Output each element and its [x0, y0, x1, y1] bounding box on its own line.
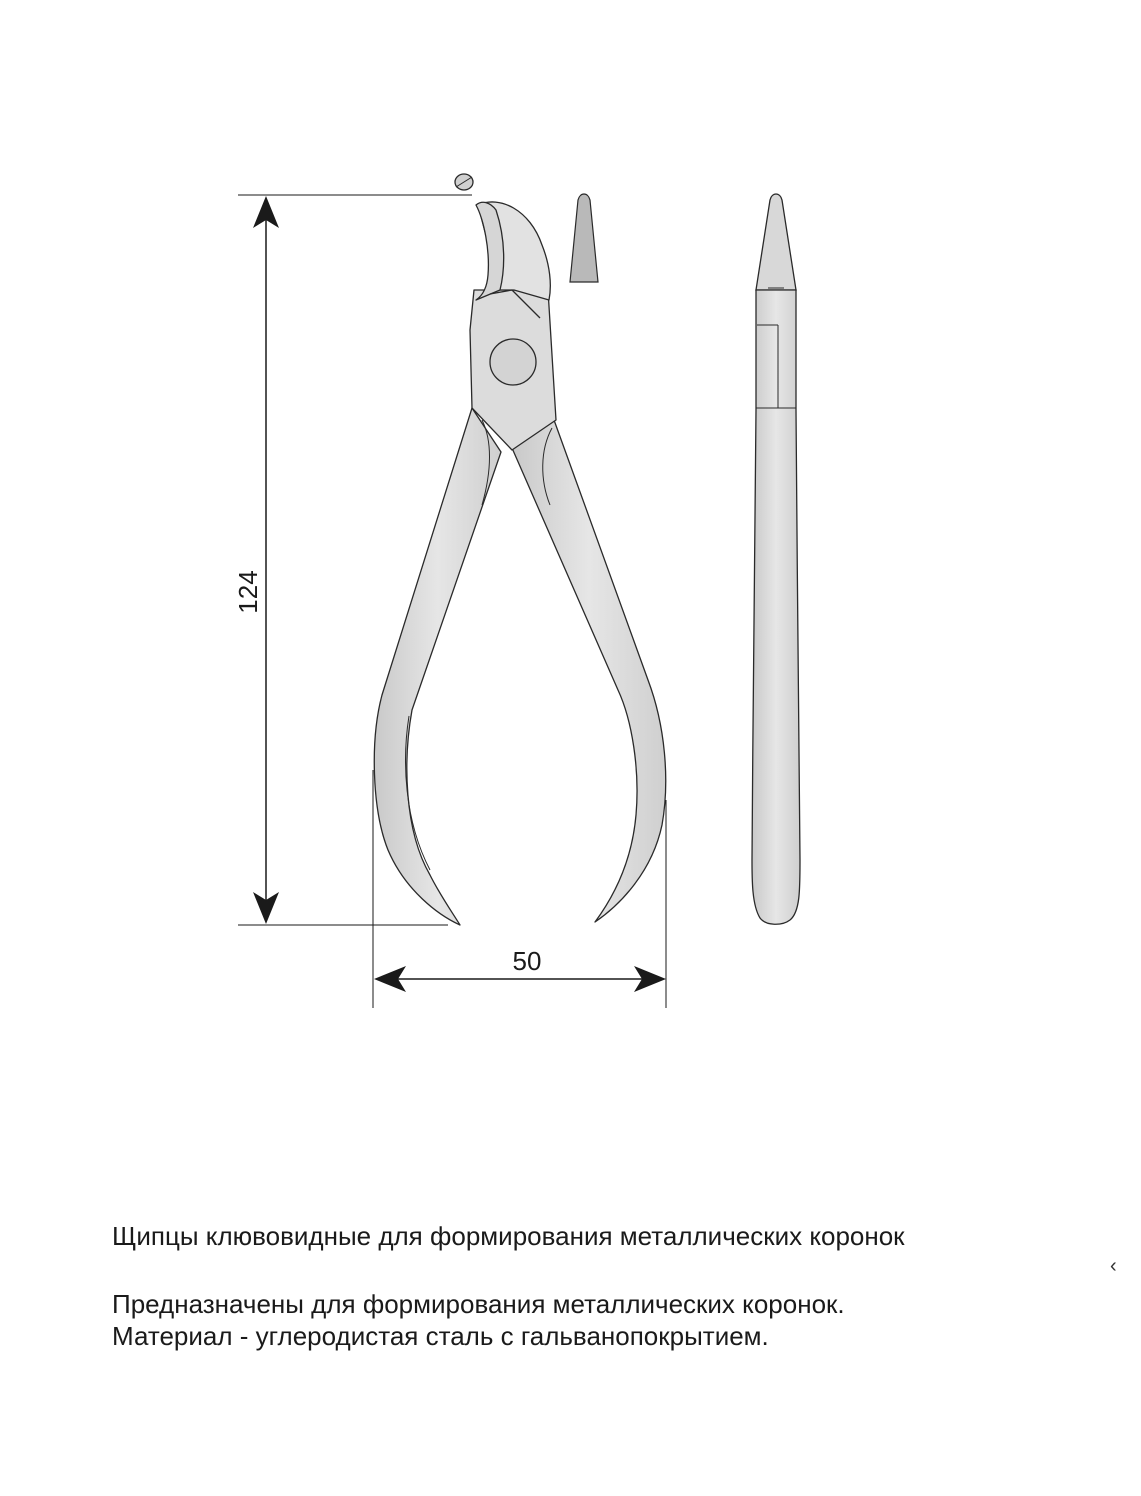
pliers-front-view [374, 174, 665, 925]
right-handle [512, 420, 666, 922]
pliers-side-view [752, 194, 800, 924]
side-view-body [752, 290, 800, 924]
product-material: Материал - углеродистая сталь с гальванопокрытием. [112, 1321, 769, 1351]
height-dimension-label: 124 [233, 570, 263, 614]
left-handle [374, 408, 501, 925]
side-view-tip [756, 194, 796, 290]
width-dimension-label: 50 [512, 946, 542, 976]
stray-mark: ‹ [1110, 1255, 1117, 1277]
pivot-rivet [490, 339, 536, 385]
product-purpose: Предназначены для формирования металлических коронок. [112, 1289, 845, 1319]
tip-detail [570, 194, 598, 282]
product-title: Щипцы клювовидные для формирования металлических коронок [112, 1221, 905, 1251]
